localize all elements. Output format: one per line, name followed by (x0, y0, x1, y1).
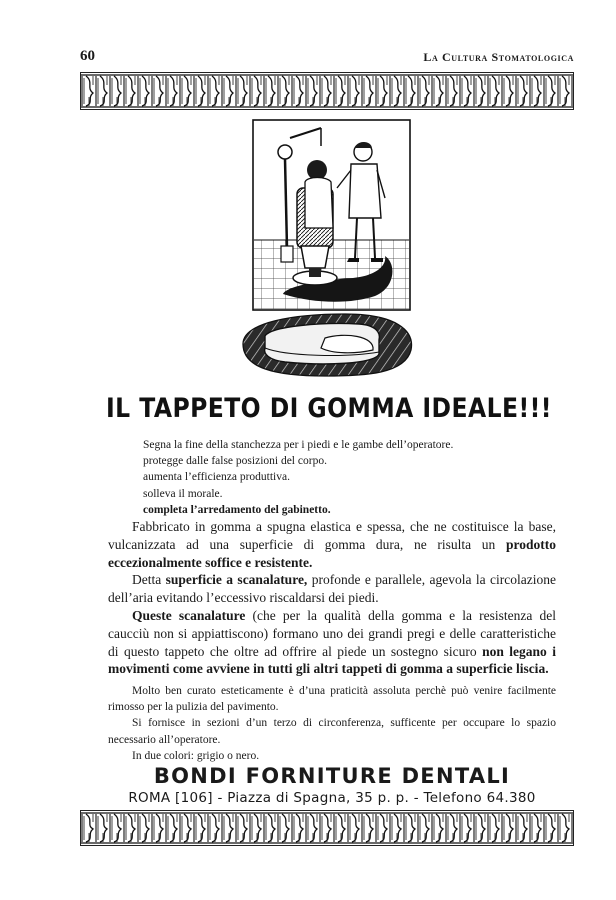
ad-headline: IL TAPPETO DI GOMMA IDEALE!!! (106, 393, 552, 424)
list-item: completa l’arredamento del gabinetto. (143, 503, 331, 516)
list-item: aumenta l’efficienza produttiva. (143, 471, 290, 484)
dental-office-illustration (225, 118, 417, 380)
dental-chair-scene-icon (225, 118, 417, 380)
emphasis-text: superficie a scanalature, (165, 572, 308, 588)
text-span: (che per la qualità della gomma e la resistenza del caucciù non si appiattiscono) formano uno dei grandi pregi e delle caratteristiche di questo tappeto che oltre ad offrire al piede un sostegno sicuro (108, 607, 556, 659)
text-span: profonde e parallele, agevola la circolazione dell’aria evitando l’eccessivo riscaldarsi dei piedi. (108, 572, 556, 606)
paragraph: In due colori: grigio o nero. (132, 749, 260, 762)
paragraph: Si fornisce in sezioni d’un terzo di circonferenza, sufficente per occupare lo spazio necessario all’operatore. (108, 717, 556, 746)
journal-title: La Cultura Stomatologica (423, 50, 574, 64)
list-item: protegge dalle false posizioni del corpo. (143, 455, 327, 468)
text-span: Fabbricato in gomma a spugna elastica e spessa, che ne costituisce la base, vulcanizzata ad una superficie di gomma dura, ne risulta un (108, 519, 556, 552)
paragraph (108, 607, 556, 678)
list-item: Segna la fine della stanchezza per i piedi e le gambe dell’operatore. (143, 439, 454, 451)
emphasis-text: non legano i movimenti come avviene in tutti gli altri tappeti di gomma a superficie liscia. (108, 643, 556, 677)
company-name: BONDI FORNITURE DENTALI (153, 764, 511, 788)
paragraph (108, 571, 556, 607)
ornamental-band-top (80, 72, 574, 110)
benefit-list (143, 437, 563, 518)
company-address: ROMA [106] - Piazza di Spagna, 35 p. p. - Telefono 64.380 (128, 790, 536, 806)
ornament-pattern-icon (81, 73, 573, 109)
list-item: solleva il morale. (143, 487, 223, 500)
emphasis-text: Queste scanalature (132, 607, 246, 623)
text-span: Detta (132, 572, 166, 588)
emphasis-text: prodotto eccezionalmente soffice e resistente. (108, 536, 556, 570)
product-notes (108, 683, 556, 764)
product-description (108, 518, 556, 678)
ornamental-band-bottom (80, 810, 574, 846)
paragraph: Molto ben curato esteticamente è d’una praticità assoluta perchè può venire facilmente rimosso per la pulizia del pavimento. (108, 685, 556, 714)
paragraph (108, 518, 556, 571)
ornament-pattern-icon (81, 811, 573, 845)
page-number: 60 (80, 48, 95, 64)
page-header (80, 48, 574, 68)
